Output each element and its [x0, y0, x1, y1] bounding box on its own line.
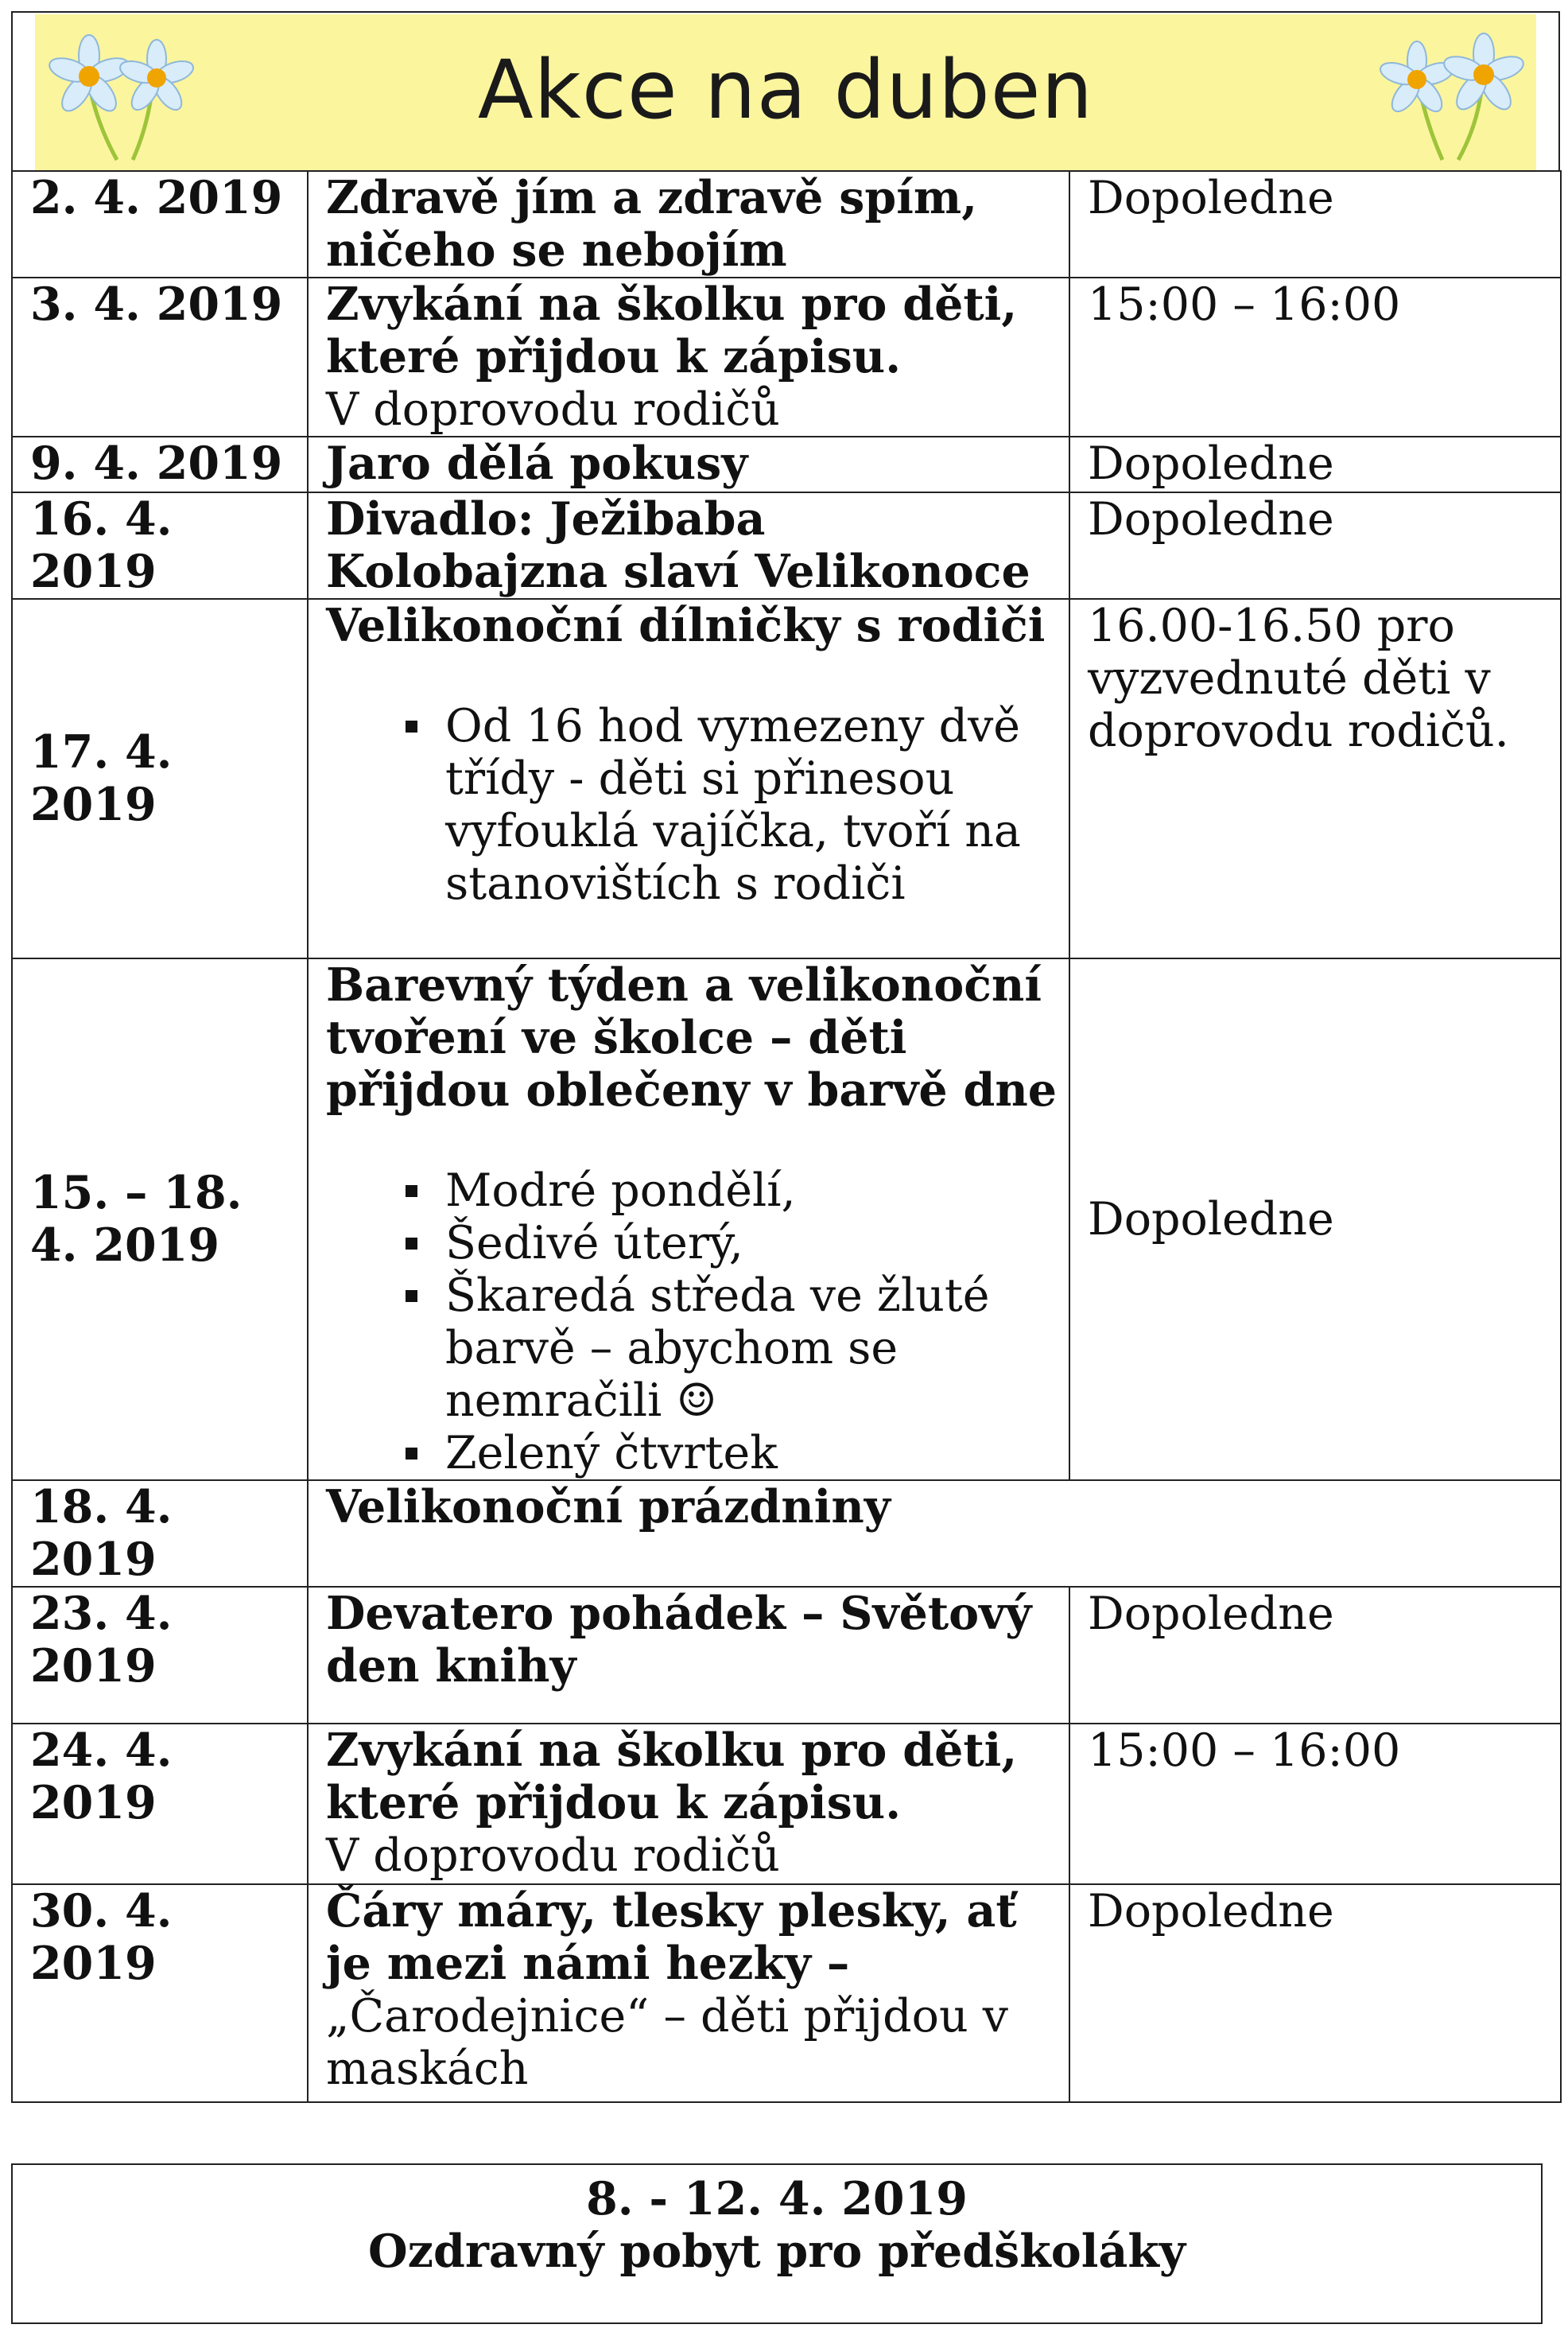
event-time: Dopoledne [1069, 958, 1561, 1480]
list-item: Šedivé úterý, [326, 1217, 1061, 1269]
event-date: 15. – 18. 4. 2019 [12, 958, 308, 1480]
event-time: Dopoledne [1069, 171, 1561, 278]
event-cell [308, 437, 1069, 492]
event-title: Zvykání na školku pro děti, které přijdou k zápisu. [326, 278, 1018, 383]
event-cell [308, 278, 1069, 437]
event-date: 2. 4. 2019 [12, 171, 308, 278]
event-title: Velikonoční dílničky s rodiči [326, 599, 1046, 652]
event-title: Barevný týden a velikonoční tvoření ve školce – děti přijdou oblečeny v barvě dne [326, 958, 1058, 1117]
table-row [12, 599, 1561, 958]
event-note: V doprovodu rodičů [326, 1829, 780, 1882]
event-cell [308, 171, 1069, 278]
event-date: 30. 4. 2019 [12, 1884, 308, 2102]
event-bullet-list [326, 700, 1061, 910]
header [11, 11, 1560, 170]
schedule-sheet [11, 11, 1560, 2103]
event-date: 17. 4. 2019 [12, 599, 308, 958]
event-title: Velikonoční prázdniny [326, 1480, 891, 1533]
event-cell [308, 492, 1069, 599]
event-date: 24. 4. 2019 [12, 1724, 308, 1884]
page-title: Akce na duben [477, 43, 1094, 138]
event-title: Divadlo: Ježibaba Kolobajzna slaví Velikonoce [326, 492, 1030, 598]
event-date: 9. 4. 2019 [12, 437, 308, 492]
event-note: V doprovodu rodičů [326, 383, 780, 436]
event-cell [308, 1480, 1561, 1587]
events-table [11, 170, 1562, 2103]
event-time: 16.00-16.50 pro vyzvednuté děti v doprovodu rodičů. [1069, 599, 1561, 958]
table-row [12, 171, 1561, 278]
event-time: Dopoledne [1069, 1587, 1561, 1724]
event-bullet-list [326, 1164, 1061, 1479]
event-date: 23. 4. 2019 [12, 1587, 308, 1724]
event-title: Devatero pohádek – Světový den knihy [326, 1587, 1032, 1693]
list-item: Zelený čtvrtek [326, 1427, 1061, 1479]
table-row [12, 1724, 1561, 1884]
event-time: 15:00 – 16:00 [1069, 278, 1561, 437]
table-row [12, 278, 1561, 437]
table-row [12, 1884, 1561, 2102]
list-item: Modré pondělí, [326, 1164, 1061, 1217]
table-row [12, 492, 1561, 599]
event-time: Dopoledne [1069, 1884, 1561, 2102]
footer-date: 8. - 12. 4. 2019 [586, 2172, 968, 2225]
event-cell [308, 1724, 1069, 1884]
event-note: „Čarodejnice“ – děti přijdou v maskách [326, 1990, 1009, 2095]
event-date: 18. 4. 2019 [12, 1480, 308, 1587]
list-item: Od 16 hod vymezeny dvě třídy - děti si přinesou vyfouklá vajíčka, tvoří na stanovištích s rodiči [326, 700, 1061, 910]
footer-text: Ozdravný pobyt pro předškoláky [368, 2225, 1186, 2278]
table-row [12, 1587, 1561, 1724]
event-title: Čáry máry, tlesky plesky, ať je mezi námi hezky – [326, 1884, 1017, 1990]
event-title: Zvykání na školku pro děti, které přijdou k zápisu. [326, 1724, 1018, 1829]
table-row [12, 437, 1561, 492]
footer-note [11, 2163, 1543, 2324]
event-title: Jaro dělá pokusy [326, 437, 748, 490]
event-title: Zdravě jím a zdravě spím, ničeho se nebojím [326, 171, 978, 277]
event-time: 15:00 – 16:00 [1069, 1724, 1561, 1884]
event-cell [308, 599, 1069, 958]
list-item: Škaredá středa ve žluté barvě – abychom se nemračili ☺ [326, 1269, 1061, 1427]
event-cell [308, 1884, 1069, 2102]
event-time: Dopoledne [1069, 437, 1561, 492]
event-cell [308, 958, 1069, 1480]
table-row [12, 1480, 1561, 1587]
event-cell [308, 1587, 1069, 1724]
table-row [12, 958, 1561, 1480]
event-time: Dopoledne [1069, 492, 1561, 599]
event-date: 3. 4. 2019 [12, 278, 308, 437]
event-date: 16. 4. 2019 [12, 492, 308, 599]
